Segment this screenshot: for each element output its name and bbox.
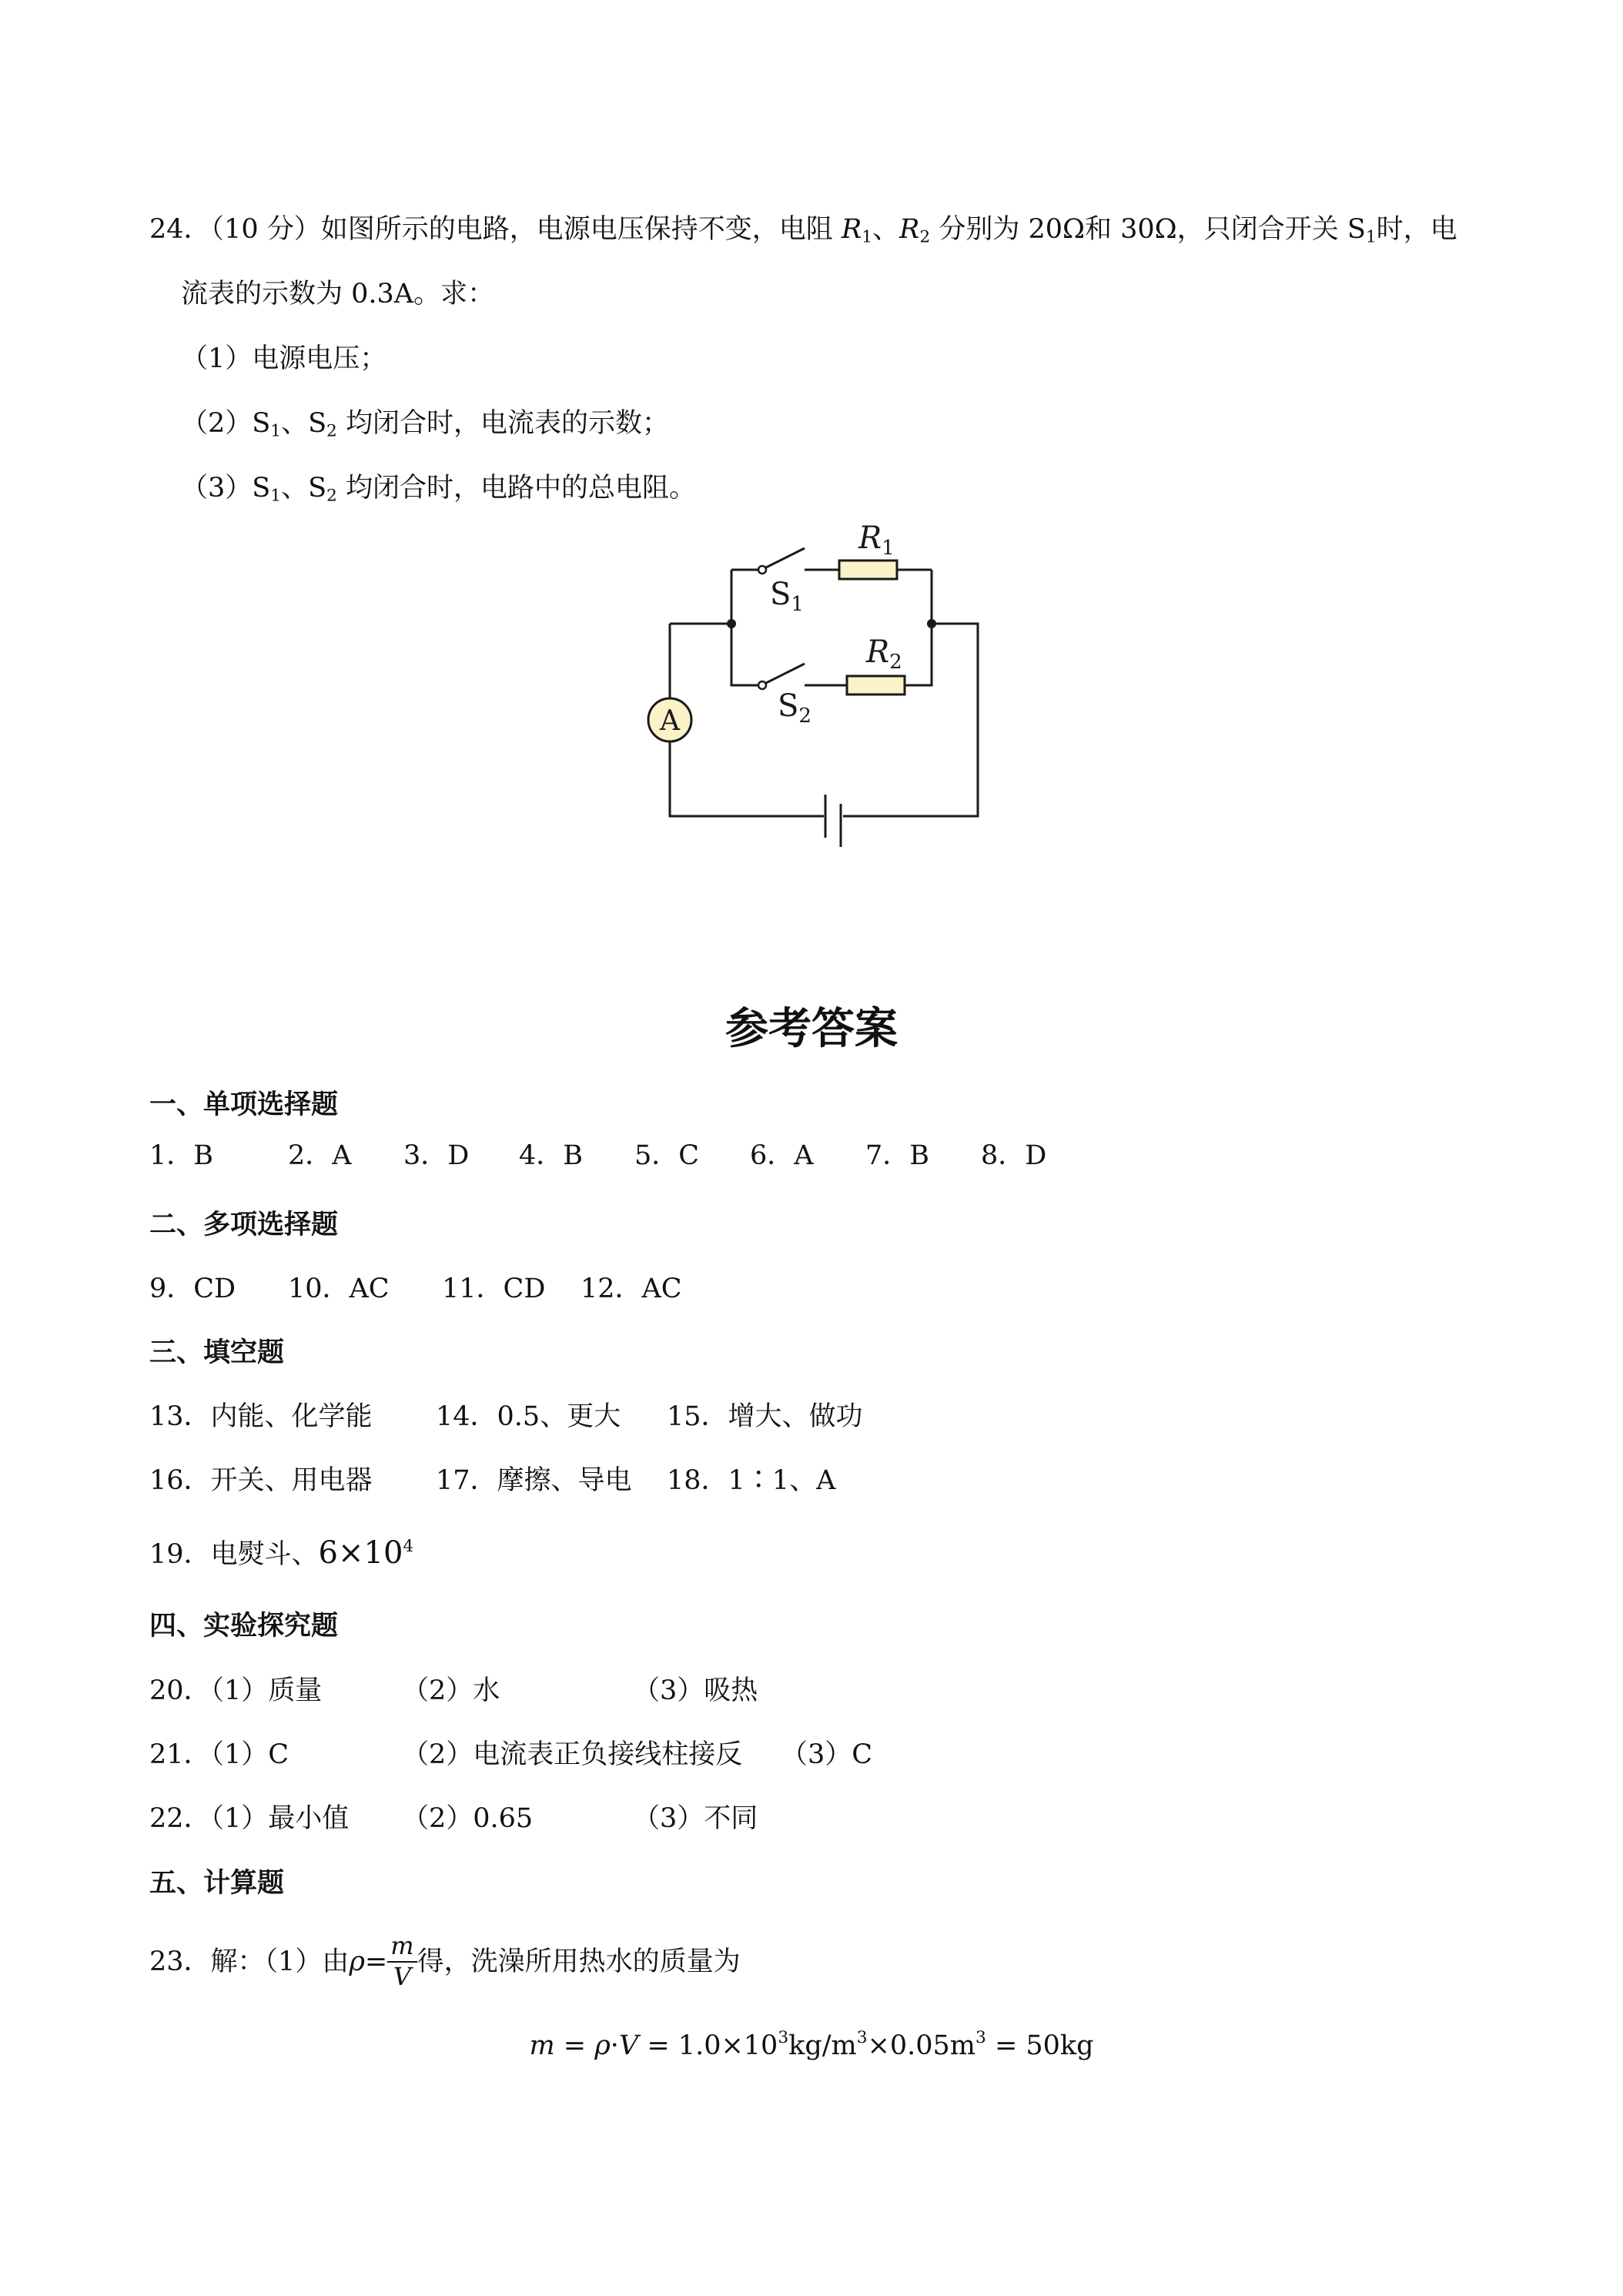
answers-title: 参考答案 (725, 1004, 898, 1054)
s1-subscript: 1 (1365, 227, 1377, 247)
eq-part2: = 1.0×10 (638, 2030, 778, 2061)
answer-14: 14．0.5、更大 (436, 1401, 621, 1432)
eq-part3: kg/m (788, 2030, 857, 2061)
circuit-diagram (0, 0, 1623, 885)
eq-part1: = (554, 2030, 595, 2061)
r2-label (865, 634, 902, 674)
answer-19-exponent: 4 (403, 1536, 414, 1556)
eq-exp-a: 3 (778, 2027, 789, 2047)
answer-17: 17．摩擦、导电 (436, 1465, 632, 1496)
q24-sub1: （1）电源电压； (181, 343, 387, 374)
answer-15: 15．增大、做功 (667, 1401, 863, 1432)
answer-19 (149, 1536, 413, 1571)
junction-left (727, 619, 736, 628)
answer-1: 1．B (149, 1140, 213, 1171)
wire-right-branch (909, 570, 932, 685)
answer-20-part2: （2）水 (402, 1675, 500, 1706)
q24-text-c: 时，电 (1376, 214, 1457, 245)
answer-4: 4．B (519, 1140, 583, 1171)
switch-s2-blade (765, 664, 805, 684)
answer-18: 18．1∶1、A (667, 1465, 836, 1496)
r1-label-sub: 1 (882, 537, 895, 560)
answer-16: 16．开关、用电器 (149, 1465, 373, 1496)
section-heading-2: 二、多项选择题 (149, 1210, 339, 1240)
section-heading-5: 五、计算题 (149, 1868, 285, 1899)
answer-5: 5．C (634, 1140, 700, 1171)
answer-23-equals: = (364, 1946, 388, 1977)
eq-part5: = 50kg (986, 2030, 1094, 2061)
eq-dot: · (610, 2030, 619, 2061)
eq-part4: ×0.05m (867, 2030, 975, 2061)
answer-8: 8．D (981, 1140, 1047, 1171)
r2-label-letter: R (866, 634, 890, 670)
switch-s1-contact (758, 566, 766, 574)
resistor-r1 (839, 561, 897, 579)
fraction-numerator: m (387, 1933, 417, 1963)
q24-sub2-pre: （2）S (181, 408, 271, 439)
q24-sub3-post: 均闭合时，电路中的总电阻。 (336, 473, 696, 504)
rho-symbol: ρ (349, 1946, 365, 1977)
eq-m: m (529, 2030, 555, 2061)
answer-20-part1: 20．（1）质量 (149, 1675, 323, 1706)
r2-subscript: 2 (919, 227, 931, 247)
section-heading-3: 三、填空题 (149, 1337, 285, 1368)
answer-22-part2: （2）0.65 (402, 1803, 534, 1834)
s2-label (778, 688, 812, 728)
density-fraction (387, 1933, 417, 1990)
r1-symbol: R (841, 214, 862, 245)
q24-separator: 、 (872, 214, 900, 245)
eq-v: V (618, 2030, 639, 2061)
q24-text-a: 如图所示的电路，电源电压保持不变，电阻 (320, 214, 842, 245)
answer-21-part3: （3）C (781, 1739, 873, 1770)
s1-label (770, 577, 804, 616)
q24-number: 24． (149, 214, 211, 245)
s1-label-letter: S (770, 577, 791, 612)
answer-12: 12．AC (581, 1274, 682, 1304)
answer-10: 10．AC (288, 1274, 390, 1304)
s2-label-sub: 2 (798, 705, 812, 728)
answer-11: 11．CD (442, 1274, 546, 1304)
wire-battery-right (843, 624, 978, 816)
answer-19-base: 6×10 (318, 1535, 403, 1571)
eq-exp-c: 3 (975, 2027, 986, 2047)
fraction-denominator: V (393, 1962, 411, 1991)
q24-sub2-post: 均闭合时，电流表的示数； (336, 408, 669, 439)
junction-right (927, 619, 936, 628)
q24-sub2-mid: 、S (281, 408, 327, 439)
q24-sub3-s1: 1 (270, 486, 282, 506)
q24-line2: 流表的示数为 0.3A。求： (181, 279, 495, 310)
answer-22-part1: 22．（1）最小值 (149, 1803, 350, 1834)
q24-sub3-pre: （3）S (181, 473, 271, 504)
answer-7: 7．B (865, 1140, 929, 1171)
r1-subscript: 1 (862, 227, 873, 247)
answer-23-suffix: 得，洗澡所用热水的质量为 (417, 1946, 741, 1977)
answer-2: 2．A (288, 1140, 352, 1171)
answer-22-part3: （3）不同 (633, 1803, 758, 1834)
q24-score: （10 分） (210, 214, 321, 245)
section-heading-4: 四、实验探究题 (149, 1611, 339, 1642)
answer-21-part1: 21．（1）C (149, 1739, 289, 1770)
answer-13: 13．内能、化学能 (149, 1401, 373, 1432)
answer-19-label: 19．电熨斗、 (149, 1539, 319, 1570)
r1-label (858, 520, 895, 560)
section-heading-1: 一、单项选择题 (149, 1089, 339, 1120)
resistor-r2 (847, 676, 905, 694)
answer-21-part2: （2）电流表正负接线柱接反 (402, 1739, 743, 1770)
eq-exp-b: 3 (856, 2027, 868, 2047)
switch-s2-contact (758, 681, 766, 689)
mass-equation (0, 2029, 1623, 2063)
answer-6: 6．A (750, 1140, 814, 1171)
answer-23-line1 (149, 1923, 741, 2000)
answer-9: 9．CD (149, 1274, 236, 1304)
q24-sub3-mid: 、S (281, 473, 327, 504)
answer-20-part3: （3）吸热 (633, 1675, 758, 1706)
eq-rho: ρ (594, 2030, 611, 2061)
s1-label-sub: 1 (791, 593, 804, 616)
r2-symbol: R (899, 214, 920, 245)
q24-text-b: 分别为 20Ω和 30Ω，只闭合开关 S (930, 214, 1366, 245)
answer-3: 3．D (403, 1140, 470, 1171)
wire-left-branch (731, 570, 758, 685)
ammeter-label: A (660, 705, 680, 737)
s2-label-letter: S (778, 688, 799, 724)
q24-sub2-s2: 2 (326, 421, 337, 441)
r2-label-sub: 2 (889, 651, 902, 674)
switch-s1-blade (765, 548, 805, 568)
q24-sub3-s2: 2 (326, 486, 337, 506)
r1-label-letter: R (858, 520, 882, 556)
q24-sub2-s1: 1 (270, 421, 282, 441)
answer-23-prefix: 23．解：（1）由 (149, 1946, 350, 1977)
